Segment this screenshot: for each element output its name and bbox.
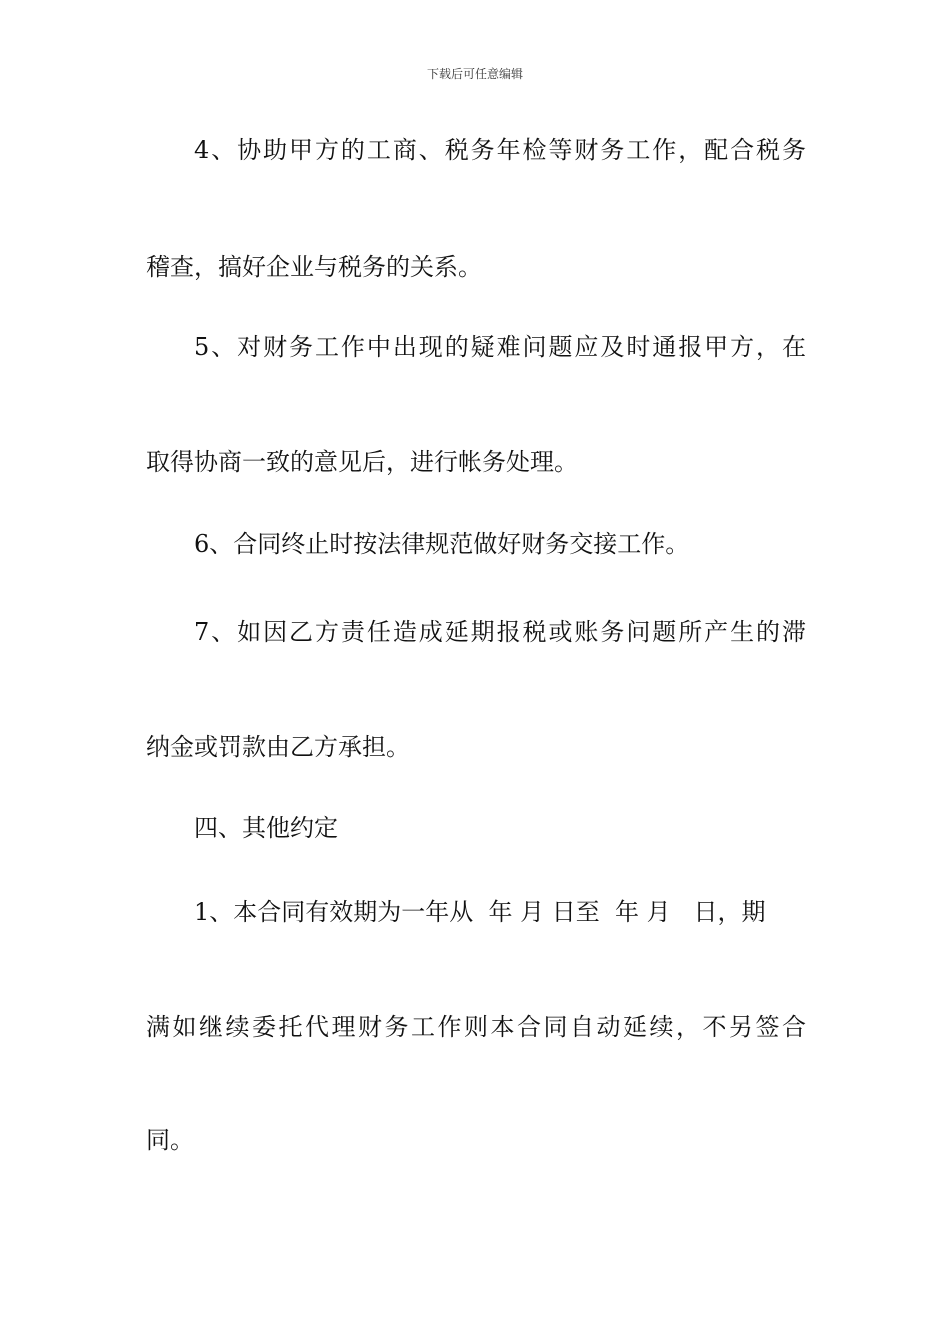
paragraph-line: 4、协助甲方的工商、税务年检等财务工作，配合税务 [194, 136, 806, 164]
paragraph-line: 5、对财务工作中出现的疑难问题应及时通报甲方，在 [194, 333, 806, 361]
page-header: 下载后可任意编辑 [426, 67, 523, 81]
paragraph-line: 满如继续委托代理财务工作则本合同自动延续，不另签合 [146, 1013, 806, 1041]
paragraph-line: 6、合同终止时按法律规范做好财务交接工作。 [194, 530, 690, 558]
section-heading: 四、其他约定 [194, 814, 338, 842]
paragraph-line: 取得协商一致的意见后，进行帐务处理。 [146, 448, 578, 476]
paragraph-line: 同。 [146, 1126, 194, 1154]
paragraph-line: 稽查，搞好企业与税务的关系。 [146, 253, 482, 281]
paragraph-line: 纳金或罚款由乙方承担。 [146, 733, 410, 761]
paragraph-line: 1、本合同有效期为一年从 年 月 日至 年 月 日，期 [194, 898, 766, 926]
paragraph-line: 7、如因乙方责任造成延期报税或账务问题所产生的滞 [194, 618, 806, 646]
